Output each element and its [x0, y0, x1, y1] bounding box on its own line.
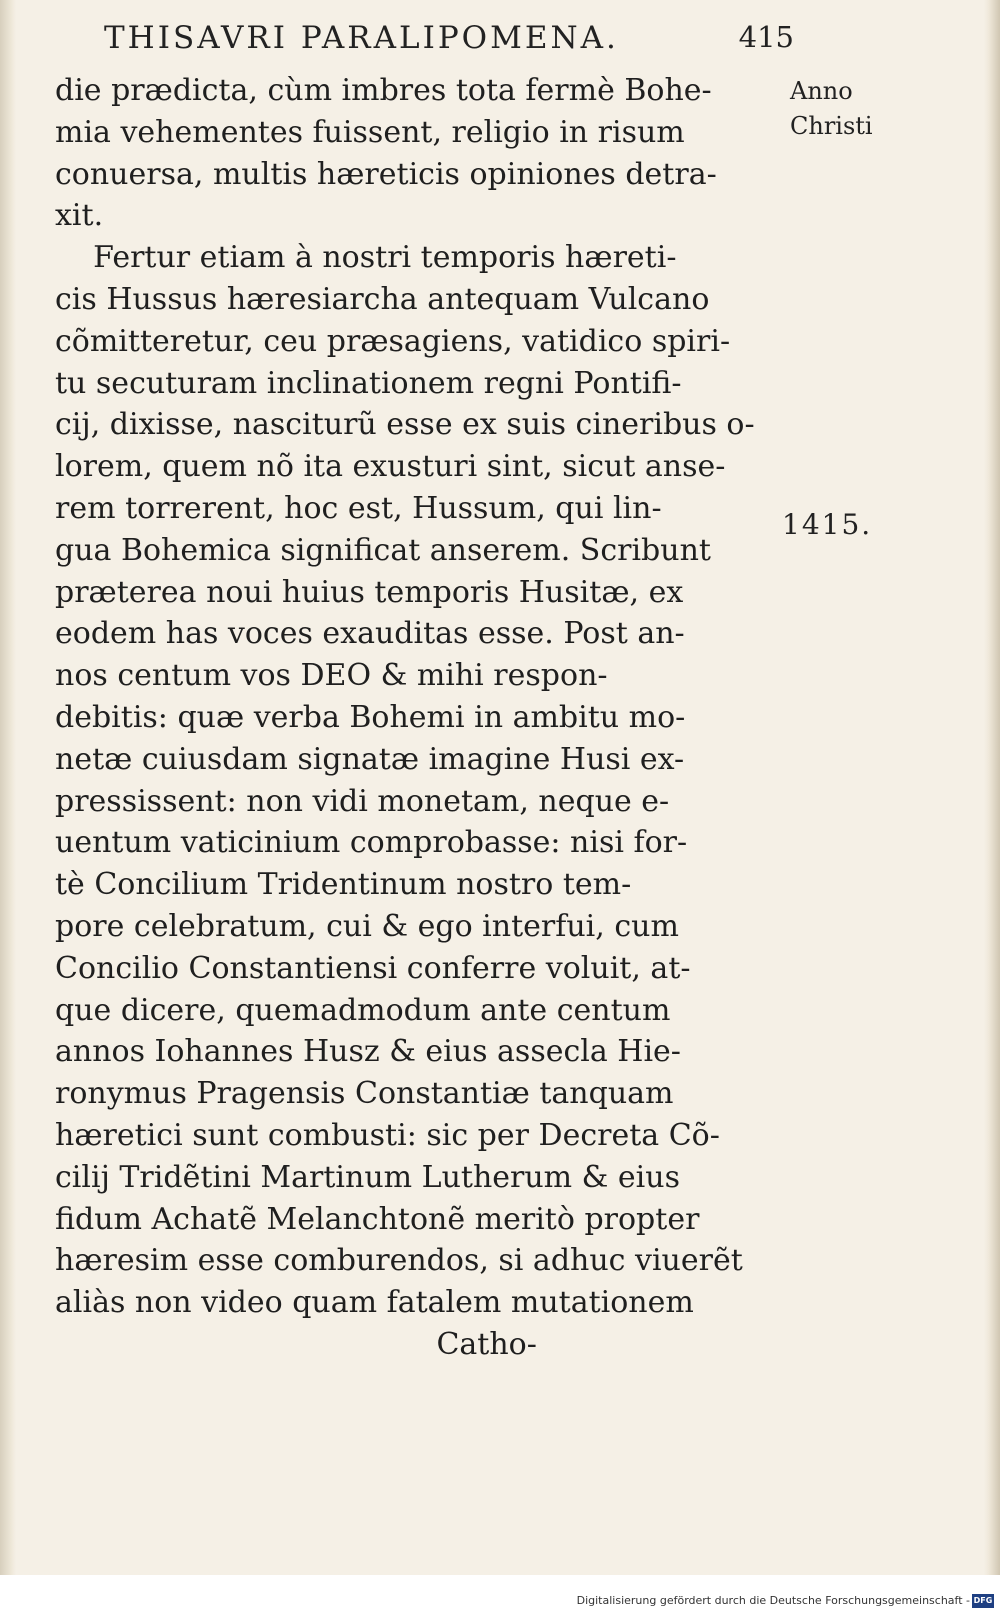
- text-line: xit.: [55, 198, 104, 234]
- text-line: fidum Achatẽ Melanchtonẽ meritò propter: [55, 1201, 700, 1237]
- text-line: tè Concilium Tridentinum nostro tem-: [55, 867, 632, 903]
- text-line: debitis: quæ verba Bohemi in ambitu mo-: [55, 699, 686, 735]
- page-right-edge: [984, 0, 1000, 1575]
- page-left-edge: [0, 0, 16, 1575]
- catchword-line: Catho-: [55, 1326, 537, 1362]
- text-line: mia vehementes fuissent, religio in risum: [55, 114, 685, 150]
- text-line: ronymus Pragensis Constantiæ tanquam: [55, 1076, 674, 1112]
- page-header: [104, 20, 794, 60]
- marginal-note-line: Christi: [790, 112, 873, 140]
- text-line: lorem, quem nõ ita exusturi sint, sicut anse-: [55, 449, 726, 485]
- text-line: die prædicta, cùm imbres tota fermè Bohe-: [55, 73, 712, 108]
- text-line: Concilio Constantiensi conferre voluit, at-: [55, 950, 691, 986]
- digitization-footer: [0, 1591, 1000, 1615]
- text-line: tu secuturam inclinationem regni Pontifi-: [55, 365, 682, 401]
- text-line: conuersa, multis hæreticis opiniones detra-: [55, 156, 717, 192]
- marginal-note-line: Anno: [790, 77, 853, 105]
- page-number: 415: [738, 20, 794, 54]
- text-line: nos centum vos DEO & mihi respon-: [55, 658, 608, 694]
- text-line: uentum vaticinium comprobasse: nisi for-: [55, 825, 688, 861]
- text-line: hæretici sunt combusti: sic per Decreta Cõ-: [55, 1117, 720, 1153]
- text-line: annos Iohannes Husz & eius assecla Hie-: [55, 1034, 681, 1070]
- text-line: pressissent: non vidi monetam, neque e-: [55, 783, 670, 819]
- text-line: que dicere, quemadmodum ante centum: [55, 992, 671, 1028]
- text-line: eodem has voces exauditas esse. Post an-: [55, 616, 685, 652]
- text-line: aliàs non video quam fatalem mutationem: [55, 1285, 694, 1321]
- dfg-logo: DFG: [972, 1594, 994, 1608]
- marginal-note: [790, 74, 900, 144]
- running-title: THISAVRI PARALIPOMENA.: [104, 20, 619, 56]
- text-line: hæresim esse comburendos, si adhuc viuerẽt: [55, 1243, 743, 1279]
- text-line: gua Bohemica significat anserem. Scribunt: [55, 532, 711, 568]
- text-line: cij, dixisse, nasciturũ esse ex suis cineribus o-: [55, 407, 755, 443]
- text-line: cis Hussus hæresiarcha antequam Vulcano: [55, 281, 710, 317]
- text-line: Fertur etiam à nostri temporis hæreti-: [55, 240, 677, 276]
- text-line: præterea noui huius temporis Husitæ, ex: [55, 574, 684, 610]
- body-text: [55, 70, 761, 1366]
- text-line: rem torrerent, hoc est, Hussum, qui lin-: [55, 490, 662, 526]
- text-line: cilij Tridẽtini Martinum Lutherum & eius: [55, 1159, 680, 1195]
- text-line: pore celebratum, cui & ego interfui, cum: [55, 908, 679, 944]
- marginal-year: 1415.: [782, 508, 873, 541]
- funding-credit: Digitalisierung gefördert durch die Deutsche Forschungsgemeinschaft -: [576, 1594, 970, 1607]
- text-line: cõmitteretur, ceu præsagiens, vatidico spiri-: [55, 323, 731, 359]
- text-line: netæ cuiusdam signatæ imagine Husi ex-: [55, 741, 685, 777]
